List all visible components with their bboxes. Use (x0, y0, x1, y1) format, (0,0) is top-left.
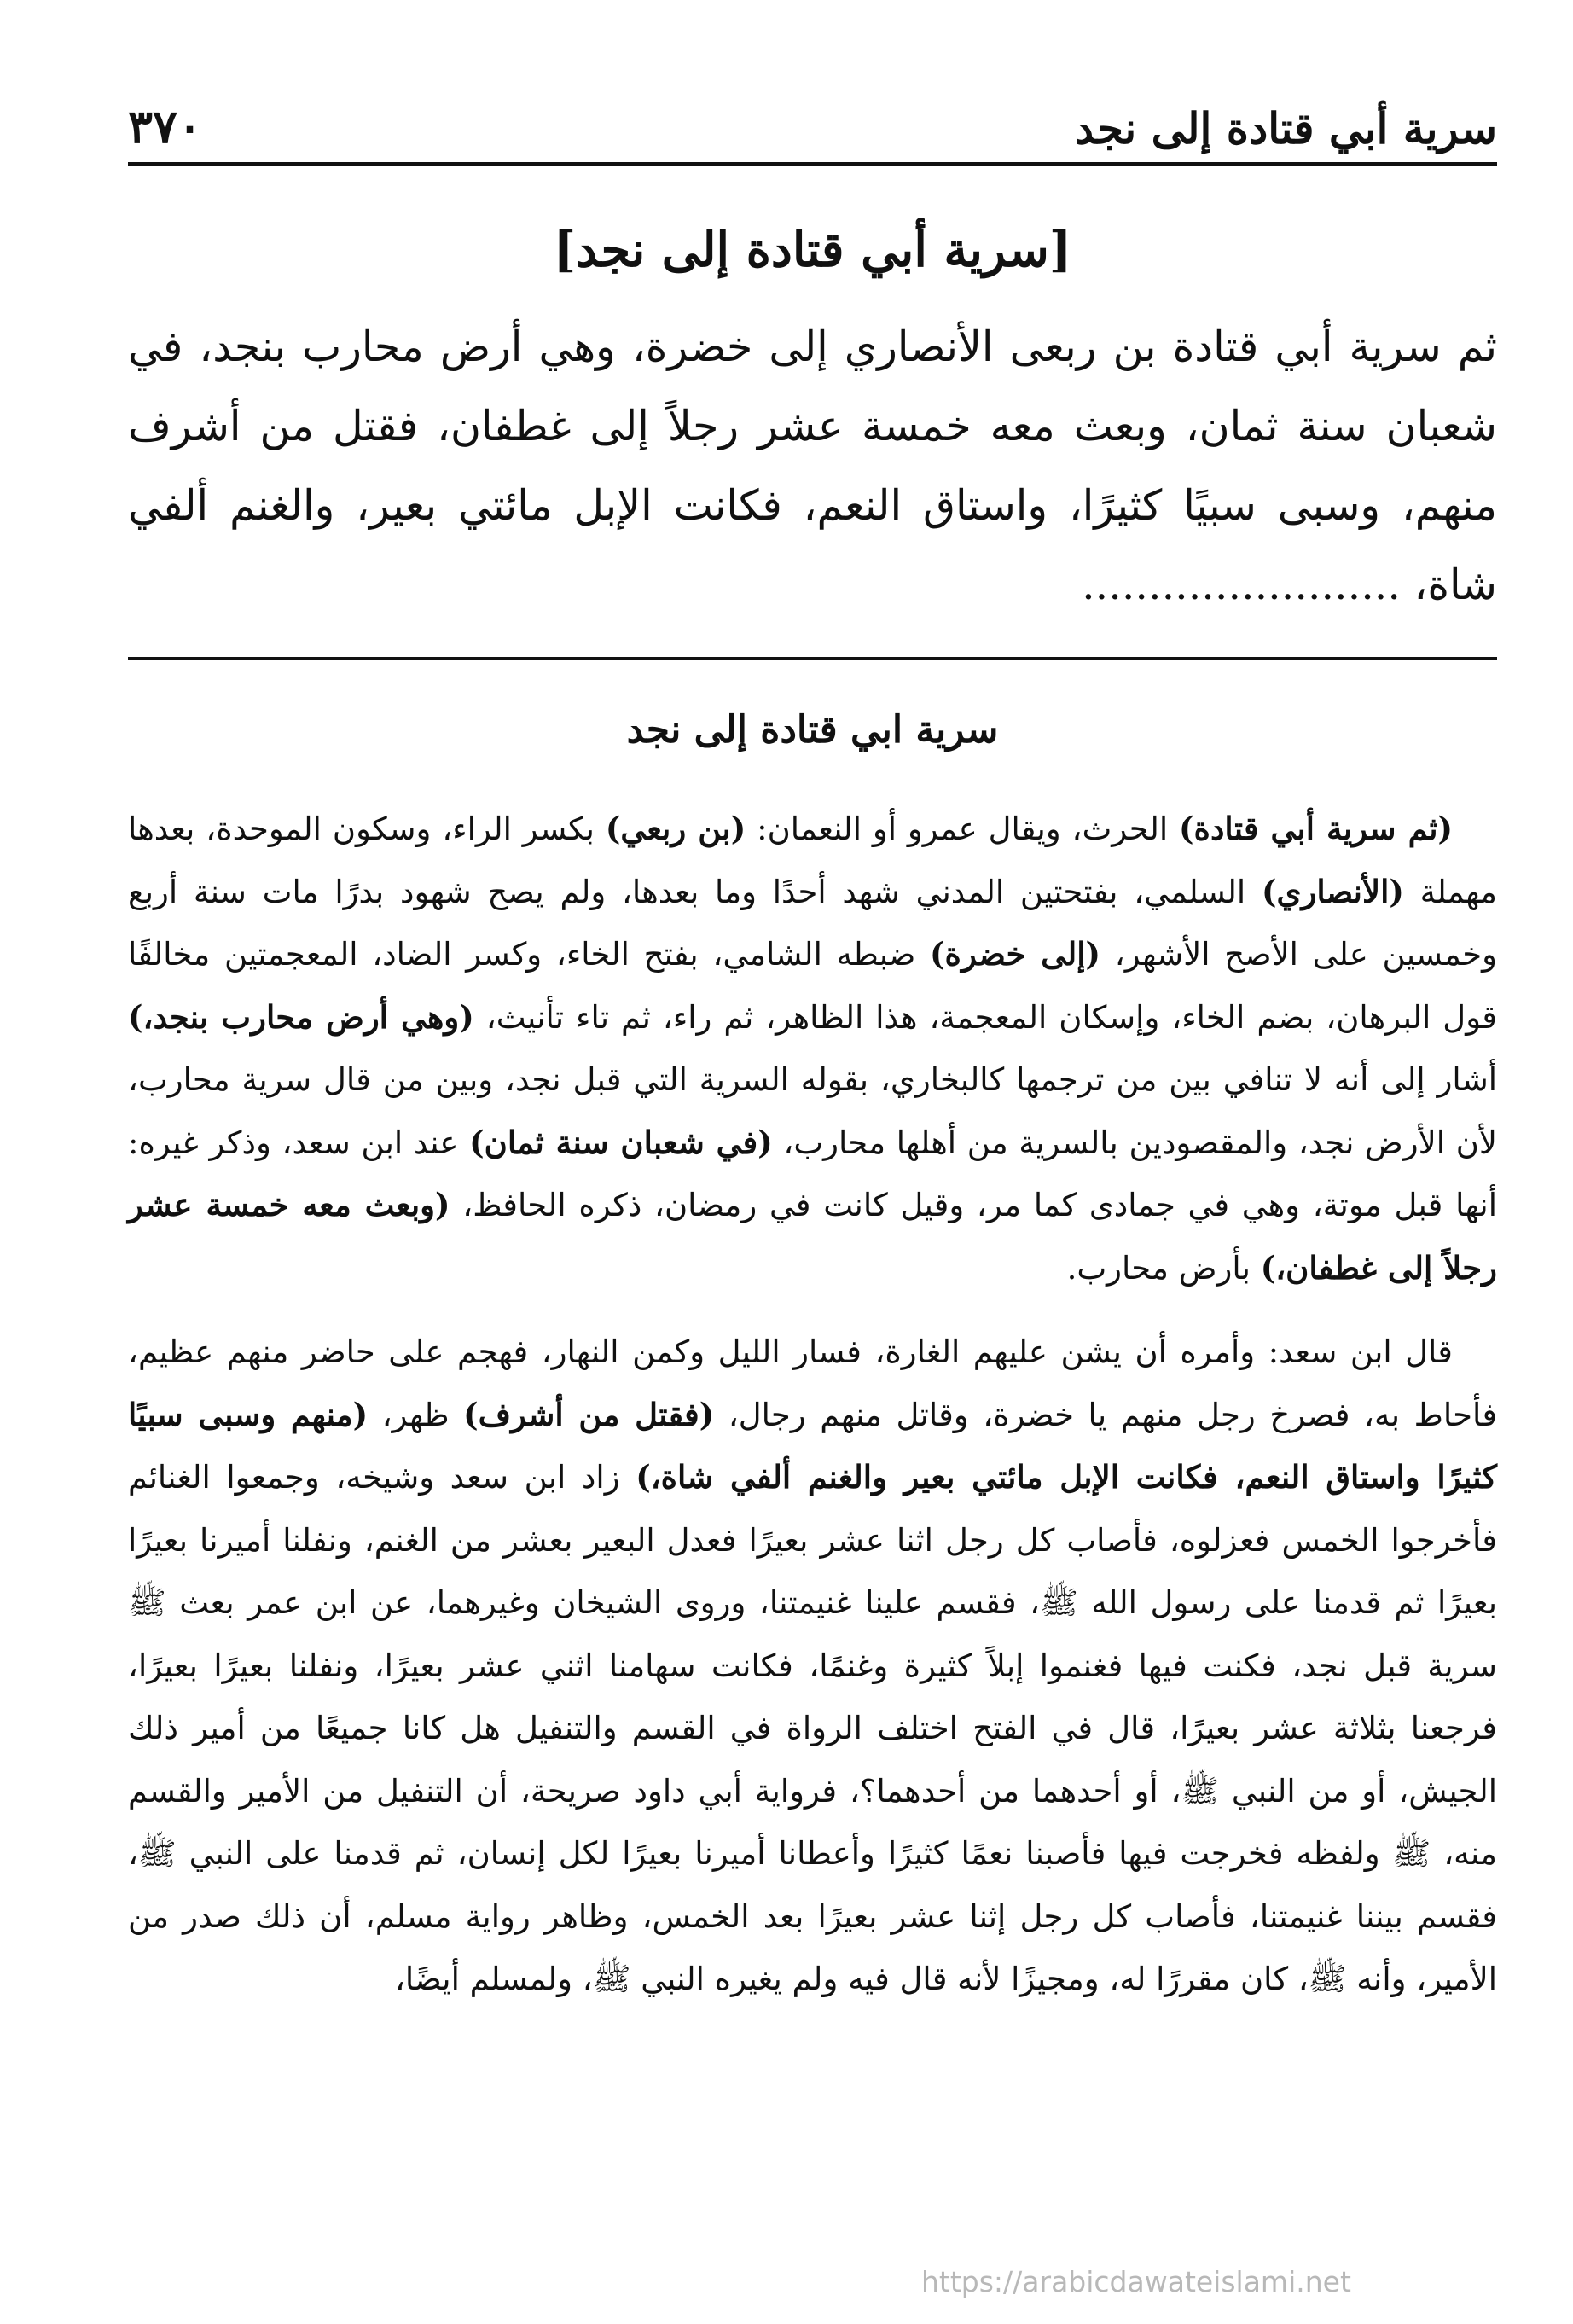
commentary-text: بكسر الراء، وسكون الموحدة، بعدها مهملة (128, 810, 1497, 910)
commentary-text: السلمي، بفتحتين المدني شهد أحدًا وما بعدها، ولم يصح شهود بدرًا مات سنة أربع وخمسين على الأصح الأشهر، (128, 873, 1498, 973)
quoted-text: (وبعث معه خمسة عشر رجلاً إلى غطفان،) (128, 1186, 1497, 1287)
commentary-text: بأرض محارب. (1066, 1249, 1261, 1287)
section-title: [سرية أبي قتادة إلى نجد] (553, 222, 1072, 278)
quoted-text: (الأنصاري) (1261, 872, 1404, 910)
dot-leader: ........................ (1082, 561, 1401, 609)
commentary-text: عند ابن سعد، وذكر غيره: أنها قبل موتة، وهي في جمادى كما مر، وقيل كانت في رمضان، ذكره الحافظ، (128, 1124, 1497, 1223)
quoted-text: (بن ربعي) (605, 810, 746, 847)
commentary-paragraph-1 (128, 798, 1497, 1299)
commentary-text: زاد ابن سعد وشيخه، وجمعوا الغنائم فأخرجوا الخمس فعزلوه، فأصاب كل رجل اثنا عشر بعيرًا فعدل البعير بعشر من الغنم، ونفلنا أميرنا بعيرًا بعيرًا ثم قدمنا على رسول الله ﷺ، فقسم علينا غنيمتنا، وروى الشيخان وغيرهما، عن ابن عمر بعث ﷺ سرية قبل نجد، فكنت فيها فغنموا إبلاً كثيرة وغنمًا، فكانت سهامنا اثني عشر بعيرًا، ونفلنا بعيرًا بعيرًا، فرجعنا بثلاثة عشر بعيرًا، قال في الفتح اختلف الرواة في القسم والتنفيل هل كانا جميعًا من أمير ذلك الجيش، أو من النبي ﷺ، أو أحدهما من أحدهما؟، فرواية أبي داود صريحة، أن التنفيل من الأمير والقسم منه، ﷺ ولفظه فخرجت فيها فأصبنا نعمًا كثيرًا وأعطانا أميرنا بعيرًا لكل إنسان، ثم قدمنا على النبي ﷺ، فقسم بيننا غنيمتنا، فأصاب كل رجل إثنا عشر بعيرًا بعد الخمس، وظاهر رواية مسلم، أن ذلك صدر من الأمير، وأنه ﷺ، كان مقررًا له، ومجيزًا لأنه قال فيه ولم يغيره النبي ﷺ، ولمسلم أيضًا، (128, 1459, 1498, 1997)
quoted-text: (إلى خضرة) (930, 935, 1101, 973)
running-header (128, 81, 1497, 166)
commentary-text: ظهر، (368, 1396, 464, 1433)
watermark-url: https://arabicdawateislami.net (921, 2265, 1351, 2298)
commentary-text: أشار إلى أنه لا تنافي بين من ترجمها كالبخاري، بقوله السرية التي قبل نجد، وبين من قال سرية محارب، لأن الأرض نجد، والمقصودين بالسرية من أهلها محارب، (128, 1061, 1497, 1161)
commentary-text: قال ابن سعد: وأمره أن يشن عليهم الغارة، فسار الليل وكمن النهار، فهجم على حاضر منهم عظيم، فأحاط به، فصرخ رجل منهم يا خضرة، وقاتل منهم رجال، (128, 1333, 1498, 1433)
running-title: سرية أبي قتادة إلى نجد (1074, 103, 1497, 154)
commentary-paragraph-2 (128, 1321, 1497, 2011)
commentary-text: الحرث، ويقال عمرو أو النعمان: (746, 810, 1180, 847)
quoted-text: (منهم وسبى سبيًا كثيرًا واستاق النعم، فكانت الإبل مائتي بعير والغنم ألفي شاة،) (128, 1395, 1498, 1496)
quoted-text: (فقتل من أشرف) (463, 1395, 715, 1433)
quoted-text: (في شعبان سنة ثمان) (469, 1123, 773, 1161)
page-number: ٣٧٠ (128, 99, 203, 154)
quoted-text: (ثم سرية أبي قتادة) (1179, 810, 1453, 847)
commentary-title: سرية ابي قتادة إلى نجد (626, 708, 999, 752)
main-paragraph: ثم سرية أبي قتادة بن ربعى الأنصاري إلى خضرة، وهي أرض محارب بنجد، في شعبان سنة ثمان، وبعث معه خمسة عشر رجلاً إلى غطفان، فقتل من أشرف منهم، وسبى سبيًا كثيرًا، واستاق النعم، فكانت الإبل مائتي بعير، والغنم ألفي شاة، (128, 322, 1497, 609)
commentary-text: ضبطه الشامي، بفتح الخاء، وكسر الضاد، المعجمتين مخالفًا قول البرهان، بضم الخاء، وإسكان المعجمة، هذا الظاهر، ثم راء، ثم تاء تأنيث، (128, 936, 1497, 1036)
quoted-text: (وهي أرض محارب بنجد،) (128, 997, 474, 1036)
section-divider (128, 657, 1497, 660)
main-text-block (128, 307, 1497, 625)
commentary-body (128, 798, 1497, 2011)
